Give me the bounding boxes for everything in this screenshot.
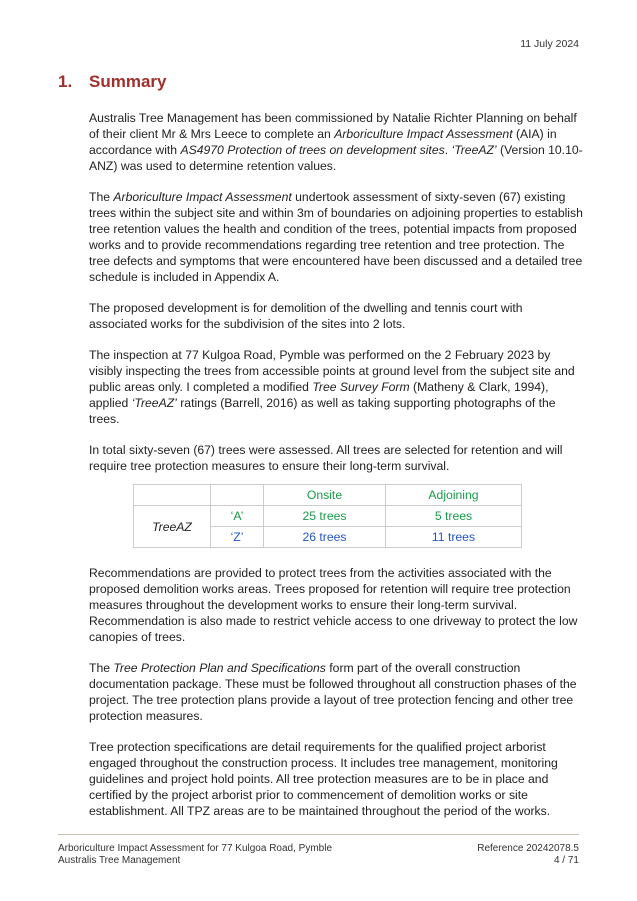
paragraph-recommendations: Recommendations are provided to protect trees from the activities associated with the proposed demolition works areas. Trees proposed for retention will require tree protection measures throughout the development works to ensure their long-term survival. Recommendation is also made to restrict vehicle access to one driveway to protect the low canopies of trees.: [89, 566, 578, 644]
table-cell-category: ‘Z’: [211, 527, 264, 548]
text-italic: ‘TreeAZ’: [131, 396, 177, 410]
table-cell-empty: [134, 485, 211, 506]
table-header-onsite: Onsite: [264, 485, 386, 506]
text-italic: Arboriculture Impact Assessment: [113, 190, 292, 204]
report-date: 11 July 2024: [520, 38, 579, 50]
footer-document-title: Arboriculture Impact Assessment for 77 Kulgoa Road, Pymble: [58, 843, 333, 854]
table-header-adjoining: Adjoining: [386, 485, 522, 506]
paragraph-commission: [89, 110, 583, 174]
text-italic: Arboriculture Impact Assessment: [334, 127, 513, 141]
footer-left: [58, 843, 332, 867]
footer-company: Australis Tree Management: [58, 855, 181, 866]
paragraph-assessment: [89, 189, 583, 285]
treeaz-table: [133, 484, 522, 548]
section-heading: [58, 72, 579, 92]
table-cell-adjoining: 11 trees: [386, 527, 522, 548]
paragraph-development: The proposed development is for demolition of the dwelling and tennis court with associated works for the subdivision of the sites into 2 lots.: [89, 301, 523, 331]
text-italic: ‘TreeAZ’: [451, 143, 497, 157]
footer-divider: [58, 834, 579, 835]
table-cell-adjoining: 5 trees: [386, 506, 522, 527]
paragraph-inspection: [89, 347, 583, 427]
paragraph-tree-protection-plan: [89, 660, 583, 724]
footer-right: [477, 843, 579, 867]
section-title: Summary: [89, 72, 167, 91]
text: (Version 10.10-ANZ) was used to determine retention values.: [89, 143, 583, 173]
text: (AIA) in accordance with: [89, 127, 557, 157]
text-italic: Tree Survey Form: [312, 380, 410, 394]
table-cell-category: ‘A’: [211, 506, 264, 527]
section-number: 1.: [58, 72, 73, 91]
text: .: [444, 143, 452, 157]
text: Australis Tree Management has been commissioned by Natalie Richter Planning on behalf of their client Mr & Mrs Leece to complete an: [89, 111, 577, 141]
text: The inspection at 77 Kulgoa Road, Pymble was performed on the 2 February 2023 by visibly inspecting the trees from accessible points at ground level from the subject site and public areas only. I completed a modified: [89, 348, 575, 394]
table-cell-empty: [211, 485, 264, 506]
footer-page-number: 4 / 71: [553, 855, 579, 866]
paragraph-specifications: Tree protection specifications are detail requirements for the qualified project arborist engaged throughout the construction process. It includes tree management, monitoring guidelines and project hold points. All tree protection measures are to be in place and certified by the project arborist prior to commencement of demolition works or site establishment. All TPZ areas are to be maintained throughout the period of the works.: [89, 740, 558, 818]
table-cell-onsite: 25 trees: [264, 506, 386, 527]
summary-body: [89, 110, 583, 834]
text-italic: AS4970 Protection of trees on development sites: [180, 143, 445, 157]
text: (Matheny & Clark, 1994), applied: [89, 380, 549, 410]
text-italic: Tree Protection Plan and Specifications: [113, 661, 326, 675]
text: undertook assessment of sixty-seven (67) existing trees within the subject site and within 3m of boundaries on adjoining properties to establish tree retention values the health and condition of the trees, potential impacts from proposed works and to provide recommendations regarding tree retention and tree protection. The tree defects and symptoms that were encountered have been discussed and a detailed tree schedule is included in Appendix A.: [89, 190, 583, 284]
text: The: [89, 190, 114, 204]
paragraph-total: In total sixty-seven (67) trees were assessed. All trees are selected for retention and will require tree protection measures to ensure their long-term survival.: [89, 443, 563, 473]
table-row: [134, 506, 522, 527]
table-header-row: [134, 485, 522, 506]
table-row-label: TreeAZ: [134, 506, 211, 548]
text: The: [89, 661, 114, 675]
footer-reference: Reference 20242078.5: [477, 843, 579, 854]
table-cell-onsite: 26 trees: [264, 527, 386, 548]
text: form part of the overall construction documentation package. These must be followed throughout all construction phases of the project. The tree protection plans provide a layout of tree protection fencing and other tree protection measures.: [89, 661, 577, 723]
text: ratings (Barrell, 2016) as well as taking supporting photographs of the trees.: [89, 396, 556, 426]
